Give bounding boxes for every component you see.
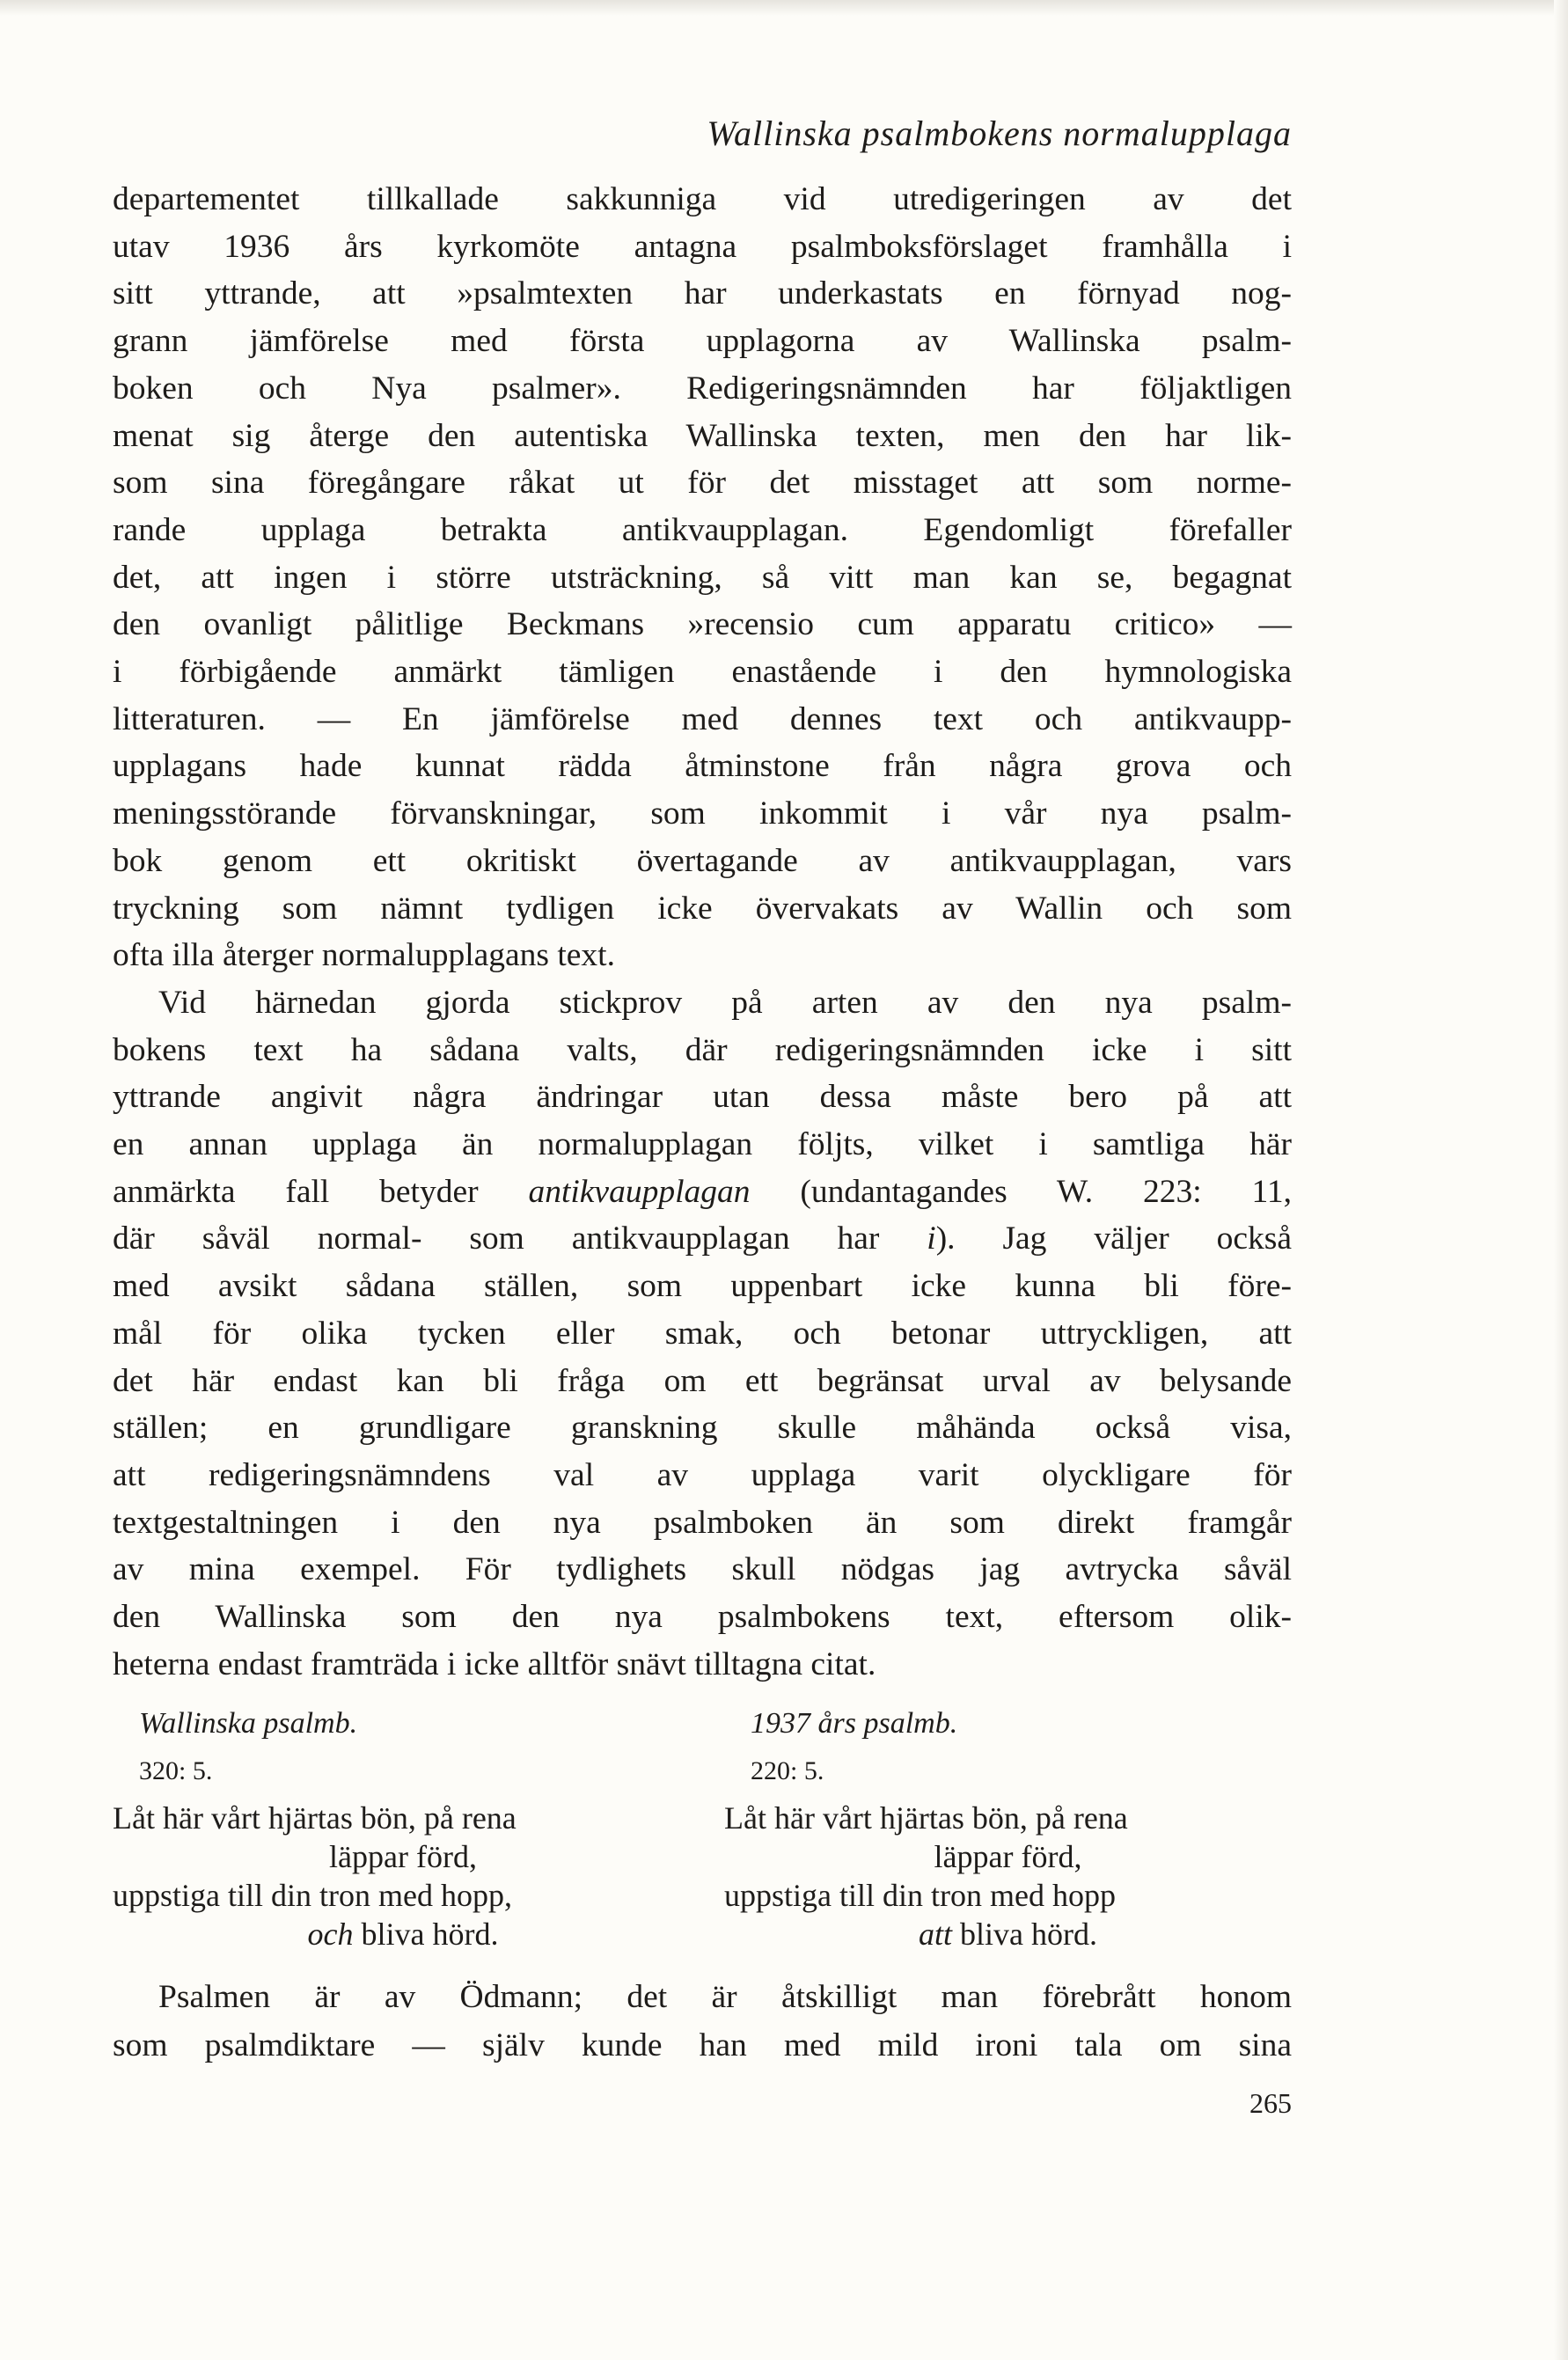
verse-line	[724, 1915, 1292, 1953]
text-segment: anmärkta fall betyder	[113, 1173, 529, 1210]
text-line: heterna endast framträda i icke alltför snävt tilltagna citat.	[113, 1645, 876, 1682]
text-segment: ). Jag väljer också	[935, 1220, 1292, 1257]
text-line: tryckning som nämnt tydligen icke övervakats av Wallin och som	[113, 890, 1292, 927]
italic-term: och	[307, 1917, 354, 1952]
verse-line: läppar förd,	[934, 1839, 1082, 1874]
text-line: Vid härnedan gjorda stickprov på arten av den nya psalm-	[158, 984, 1292, 1021]
text-line: det här endast kan bli fråga om ett begränsat urval av belysande	[113, 1362, 1292, 1399]
text-line: litteraturen. — En jämförelse med dennes text och antikvaupp-	[113, 700, 1292, 737]
page-edge-right	[1554, 0, 1568, 2360]
text-line: textgestaltningen i den nya psalmboken än som direkt framgår	[113, 1504, 1292, 1541]
text-line: meningsstörande förvanskningar, som inkommit i vår nya psalm-	[113, 795, 1292, 832]
text-line	[113, 1215, 1292, 1263]
text-line: sitt yttrande, att »psalmtexten har underkastats en förnyad nog-	[113, 275, 1292, 312]
hymn-comparison	[113, 1707, 1292, 1971]
text-line: i förbigående anmärkt tämligen enastående i den hymnologiska	[113, 654, 1292, 691]
verse-line: Låt här vårt hjärtas bön, på rena	[724, 1800, 1128, 1836]
text-segment: bliva hörd.	[952, 1917, 1097, 1952]
text-line: bok genom ett okritiskt övertagande av antikvaupplagan, vars	[113, 842, 1292, 879]
text-segment: där såväl normal- som antikvaupplagan har	[113, 1220, 927, 1257]
verse-line: uppstiga till din tron med hopp,	[113, 1878, 512, 1913]
comparison-right-column	[724, 1707, 1292, 1953]
italic-term: antikvaupplagan	[528, 1173, 751, 1210]
paragraph-3	[113, 1973, 1292, 2070]
paragraph-1	[113, 176, 1292, 979]
page-number: 265	[1249, 2087, 1292, 2119]
text-line: boken och Nya psalmer». Redigeringsnämnden har följaktligen	[113, 370, 1292, 407]
text-line: bokens text ha sådana valts, där redigeringsnämnden icke i sitt	[113, 1031, 1292, 1068]
body-text	[113, 176, 1292, 1689]
verse-line: läppar förd,	[329, 1839, 477, 1874]
column-heading: 1937 års psalmb.	[751, 1707, 958, 1740]
text-line: av mina exempel. För tydlighets skull nödgas jag avtrycka såväl	[113, 1551, 1292, 1588]
text-line: med avsikt sådana ställen, som uppenbart icke kunna bli före-	[113, 1268, 1292, 1305]
text-line: ofta illa återger normalupplagans text.	[113, 937, 615, 974]
text-segment: (undantagandes W. 223: 11,	[750, 1173, 1292, 1210]
verse	[724, 1799, 1292, 1953]
text-line: rande upplaga betrakta antikvaupplagan. Egendomligt förefaller	[113, 511, 1292, 548]
column-heading: Wallinska psalmb.	[139, 1707, 358, 1740]
text-segment: bliva hörd.	[353, 1917, 499, 1952]
text-line: den Wallinska som den nya psalmbokens text, eftersom olik-	[113, 1599, 1292, 1636]
comparison-left-column	[113, 1707, 693, 1953]
text-line: utav 1936 års kyrkomöte antagna psalmboksförslaget framhålla i	[113, 228, 1292, 265]
text-line: Psalmen är av Ödmann; det är åtskilligt man förebrått honom	[158, 1979, 1292, 2015]
text-line: upplagans hade kunnat rädda åtminstone från några grova och	[113, 748, 1292, 785]
running-head: Wallinska psalmbokens normalupplaga	[707, 114, 1292, 153]
closing-text	[113, 1973, 1292, 2070]
text-line: det, att ingen i större utsträckning, så vitt man kan se, begagnat	[113, 559, 1292, 596]
verse-line: Låt här vårt hjärtas bön, på rena	[113, 1800, 517, 1836]
text-line: som sina föregångare råkat ut för det misstaget att som norme-	[113, 465, 1292, 502]
hymn-number: 220: 5.	[751, 1756, 824, 1785]
text-line	[113, 1169, 1292, 1216]
text-line: departementet tillkallade sakkunniga vid utredigeringen av det	[113, 181, 1292, 217]
text-line: att redigeringsnämndens val av upplaga varit olyckligare för	[113, 1456, 1292, 1493]
text-line: grann jämförelse med första upplagorna av Wallinska psalm-	[113, 323, 1292, 360]
text-line: ställen; en grundligare granskning skulle måhända också visa,	[113, 1410, 1292, 1447]
text-line: som psalmdiktare — själv kunde han med mild ironi tala om sina	[113, 2027, 1292, 2063]
text-line: yttrande angivit några ändringar utan dessa måste bero på att	[113, 1079, 1292, 1116]
verse-line: uppstiga till din tron med hopp	[724, 1878, 1116, 1913]
page-edge-top	[0, 0, 1568, 16]
paragraph-2	[113, 979, 1292, 1689]
text-line: en annan upplaga än normalupplagan följts, vilket i samtliga här	[113, 1126, 1292, 1163]
italic-term: att	[919, 1917, 953, 1952]
verse-line	[113, 1915, 693, 1953]
text-line: menat sig återge den autentiska Wallinska texten, men den har lik-	[113, 417, 1292, 454]
text-line: den ovanligt pålitlige Beckmans »recensio cum apparatu critico» —	[113, 606, 1292, 643]
italic-term: i	[927, 1220, 936, 1257]
text-line: mål för olika tycken eller smak, och betonar uttryckligen, att	[113, 1315, 1292, 1352]
hymn-number: 320: 5.	[139, 1756, 213, 1785]
verse	[113, 1799, 693, 1953]
